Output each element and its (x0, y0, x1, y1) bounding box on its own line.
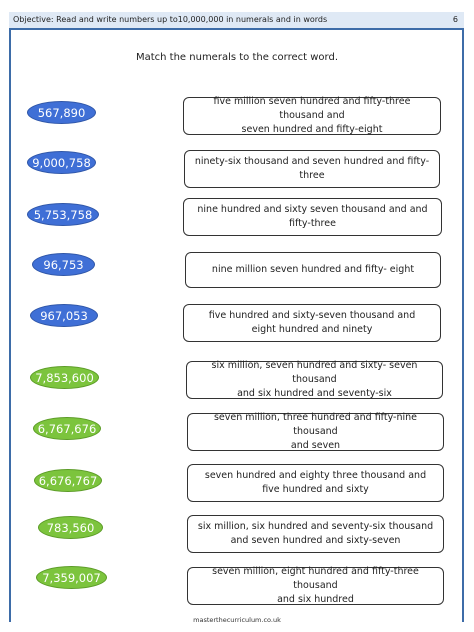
instruction-text: Match the numerals to the correct word. (135, 52, 339, 63)
word-card[interactable] (185, 252, 441, 288)
word-card[interactable] (184, 150, 440, 188)
numeral-oval[interactable]: 783,560 (38, 516, 103, 539)
numeral-oval[interactable]: 6,767,676 (33, 417, 101, 440)
word-card[interactable] (183, 304, 441, 342)
word-card-text: ninety-six thousand and seven hundred and fifty-three (194, 156, 430, 181)
word-card[interactable] (187, 567, 444, 605)
numeral-oval[interactable]: 96,753 (32, 253, 95, 276)
numeral-oval[interactable]: 5,753,758 (27, 203, 99, 226)
numeral-oval[interactable]: 6,676,767 (34, 469, 102, 492)
word-card-text: five million seven hundred and fifty-three thousand and seven hundred and fifty-eight (213, 96, 411, 135)
word-card-text: nine hundred and sixty seven thousand and and fifty-three (197, 204, 428, 229)
numeral-oval[interactable]: 967,053 (30, 304, 98, 327)
numeral-oval[interactable]: 9,000,758 (27, 151, 96, 174)
word-card-text: nine million seven hundred and fifty- eight (211, 264, 415, 275)
word-card-text: six million, six hundred and seventy-six thousand and seven hundred and sixty-seven (197, 521, 434, 546)
numeral-oval[interactable]: 567,890 (27, 101, 96, 124)
word-card-text: seven million, three hundred and fifty-nine thousand and seven (213, 412, 417, 451)
page-number: 6 (452, 15, 458, 24)
word-card-text: seven hundred and eighty three thousand and five hundred and sixty (204, 470, 427, 495)
numeral-oval[interactable]: 7,853,600 (30, 366, 99, 389)
word-card-text: seven million, eight hundred and fifty-three thousand and six hundred (212, 566, 419, 605)
word-card[interactable] (183, 198, 442, 236)
word-card[interactable] (187, 515, 444, 553)
word-card-text: five hundred and sixty-seven thousand and eight hundred and ninety (208, 310, 416, 335)
word-card[interactable] (183, 97, 441, 135)
numeral-oval[interactable]: 7,359,007 (36, 566, 107, 589)
objective-header (9, 12, 464, 30)
word-card-text: six million, seven hundred and sixty- seven thousand and six hundred and seventy-six (211, 360, 418, 399)
objective-text: Objective: Read and write numbers up to10,000,000 in numerals and in words (13, 15, 328, 24)
word-card[interactable] (187, 413, 444, 451)
word-card[interactable] (186, 361, 443, 399)
footer-url: masterthecurriculum.co.uk (193, 616, 281, 624)
word-card[interactable] (187, 464, 444, 502)
